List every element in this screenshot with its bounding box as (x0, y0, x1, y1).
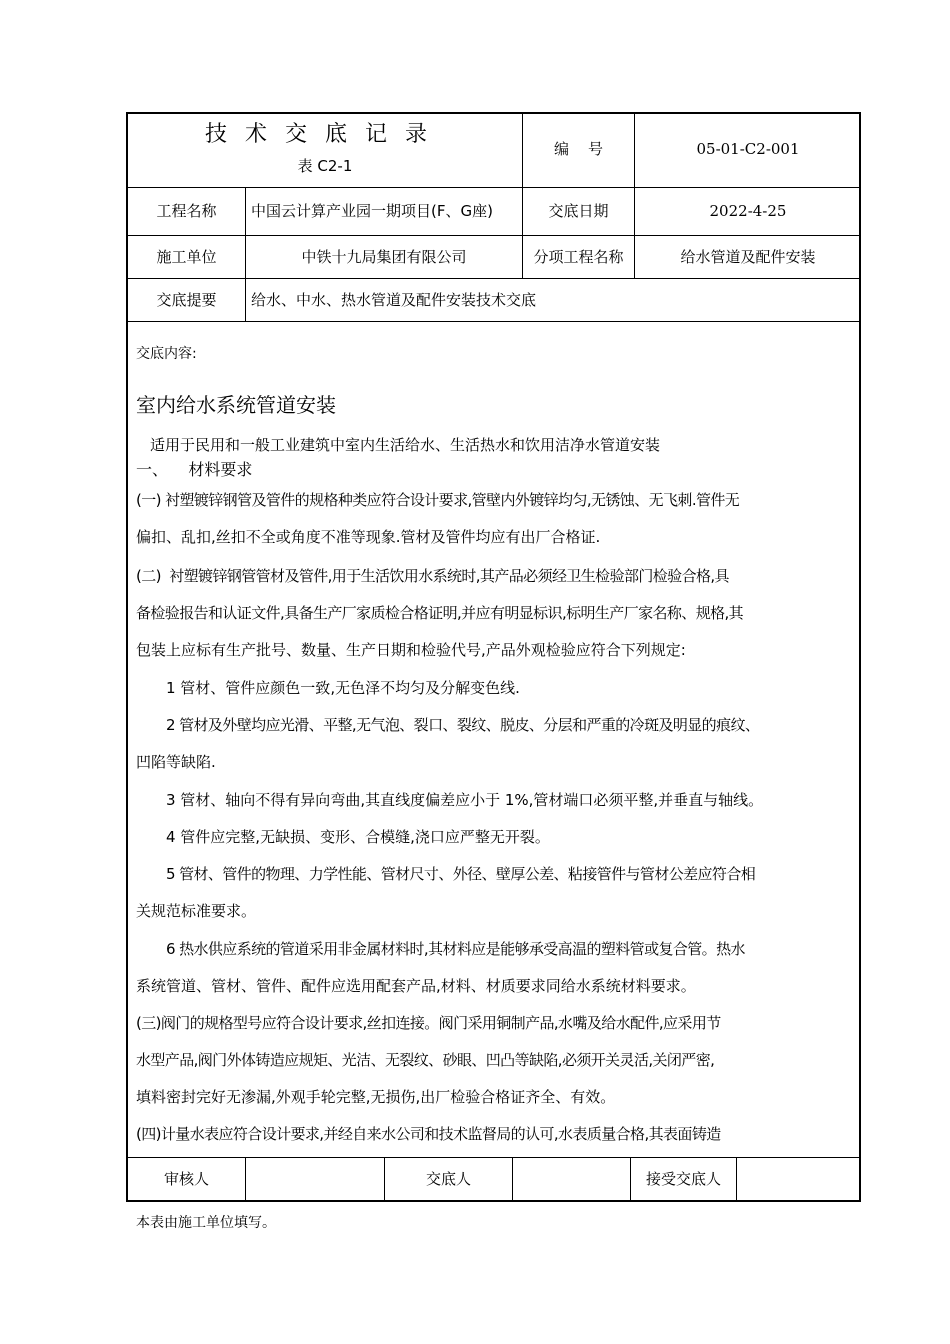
unit-label: 施工单位 (156, 247, 217, 266)
content-line: (一) 衬塑镀锌钢管及管件的规格种类应符合设计要求,管壁内外镀锌均匀,无锈蚀、无飞刺.管件无 (136, 491, 740, 509)
content-line: 3 管材、轴向不得有异向弯曲,其直线度偏差应小于 1%,管材端口必须平整,并垂直与轴线。 (166, 791, 764, 809)
page-title: 技术交底记录 (204, 122, 445, 147)
date-value: 2022-4-25 (709, 202, 787, 220)
content-label: 交底内容: (136, 346, 197, 362)
content-line: 1 管材、管件应颜色一致,无色泽不均匀及分解变色线. (166, 679, 520, 697)
subitem-value: 给水管道及配件安装 (680, 247, 816, 266)
number-label: 编 号 (553, 140, 604, 158)
number-value: 05-01-C2-001 (696, 140, 800, 158)
discloser-label: 交底人 (425, 1170, 471, 1188)
content-line: (二) 衬塑镀锌钢管管材及管件,用于生活饮用水系统时,其产品必须经卫生检验部门检验合格,具 (136, 567, 729, 585)
disclosure-content (136, 0, 854, 1150)
content-line: 备检验报告和认证文件,具备生产厂家质检合格证明,并应有明显标识,标明生产厂家名称、规格,其 (136, 604, 744, 622)
content-line: 2 管材及外壁均应光滑、平整,无气泡、裂口、裂纹、脱皮、分层和严重的冷斑及明显的痕纹、 (166, 716, 760, 734)
project-value: 中国云计算产业园一期项目(F、G座) (251, 202, 493, 220)
content-line: 偏扣、乱扣,丝扣不全或角度不准等现象.管材及管件均应有出厂合格证. (136, 528, 601, 546)
content-line: 水型产品,阀门外体铸造应规矩、光洁、无裂纹、砂眼、凹凸等缺陷,必须开关灵活,关闭严密, (136, 1051, 715, 1069)
content-line: 适用于民用和一般工业建筑中室内生活给水、生活热水和饮用洁净水管道安装 (150, 436, 661, 454)
receiver-label: 接受交底人 (645, 1170, 721, 1188)
content-heading: 室内给水系统管道安装 (136, 393, 336, 417)
reviewer-signature-field[interactable] (246, 1158, 384, 1201)
content-section-heading: 一、 材料要求 (136, 460, 253, 479)
summary-value: 给水、中水、热水管道及配件安装技术交底 (251, 290, 537, 309)
reviewer-label: 审核人 (163, 1170, 209, 1188)
content-line: 包装上应标有生产批号、数量、生产日期和检验代号,产品外观检验应符合下列规定: (136, 641, 686, 659)
content-line: 凹陷等缺陷. (136, 753, 216, 771)
content-line: (三)阀门的规格型号应符合设计要求,丝扣连接。阀门采用铜制产品,水嘴及给水配件,应采用节 (136, 1014, 721, 1032)
content-line: 5 管材、管件的物理、力学性能、管材尺寸、外径、壁厚公差、粘接管件与管材公差应符合相 (166, 865, 756, 883)
date-label: 交底日期 (548, 202, 609, 220)
content-line: 4 管件应完整,无缺损、变形、合模缝,浇口应严整无开裂。 (166, 828, 550, 846)
receiver-signature-field[interactable] (737, 1158, 859, 1201)
content-line: (四)计量水表应符合设计要求,并经自来水公司和技术监督局的认可,水表质量合格,其表面铸造 (136, 1125, 721, 1143)
unit-value: 中铁十九局集团有限公司 (301, 247, 467, 266)
project-label: 工程名称 (156, 202, 217, 220)
content-line: 填料密封完好无渗漏,外观手轮完整,无损伤,出厂检验合格证齐全、有效。 (136, 1088, 616, 1106)
content-line: 关规范标准要求。 (136, 902, 257, 920)
discloser-signature-field[interactable] (513, 1158, 630, 1201)
subitem-label: 分项工程名称 (533, 247, 624, 266)
form-number: 表 C2-1 (297, 156, 353, 175)
footer-note: 本表由施工单位填写。 (136, 1215, 276, 1231)
content-line: 6 热水供应系统的管道采用非金属材料时,其材料应是能够承受高温的塑料管或复合管。热水 (166, 940, 745, 958)
content-line: 系统管道、管材、管件、配件应选用配套产品,材料、材质要求同给水系统材料要求。 (136, 977, 696, 995)
summary-label: 交底提要 (156, 290, 217, 309)
